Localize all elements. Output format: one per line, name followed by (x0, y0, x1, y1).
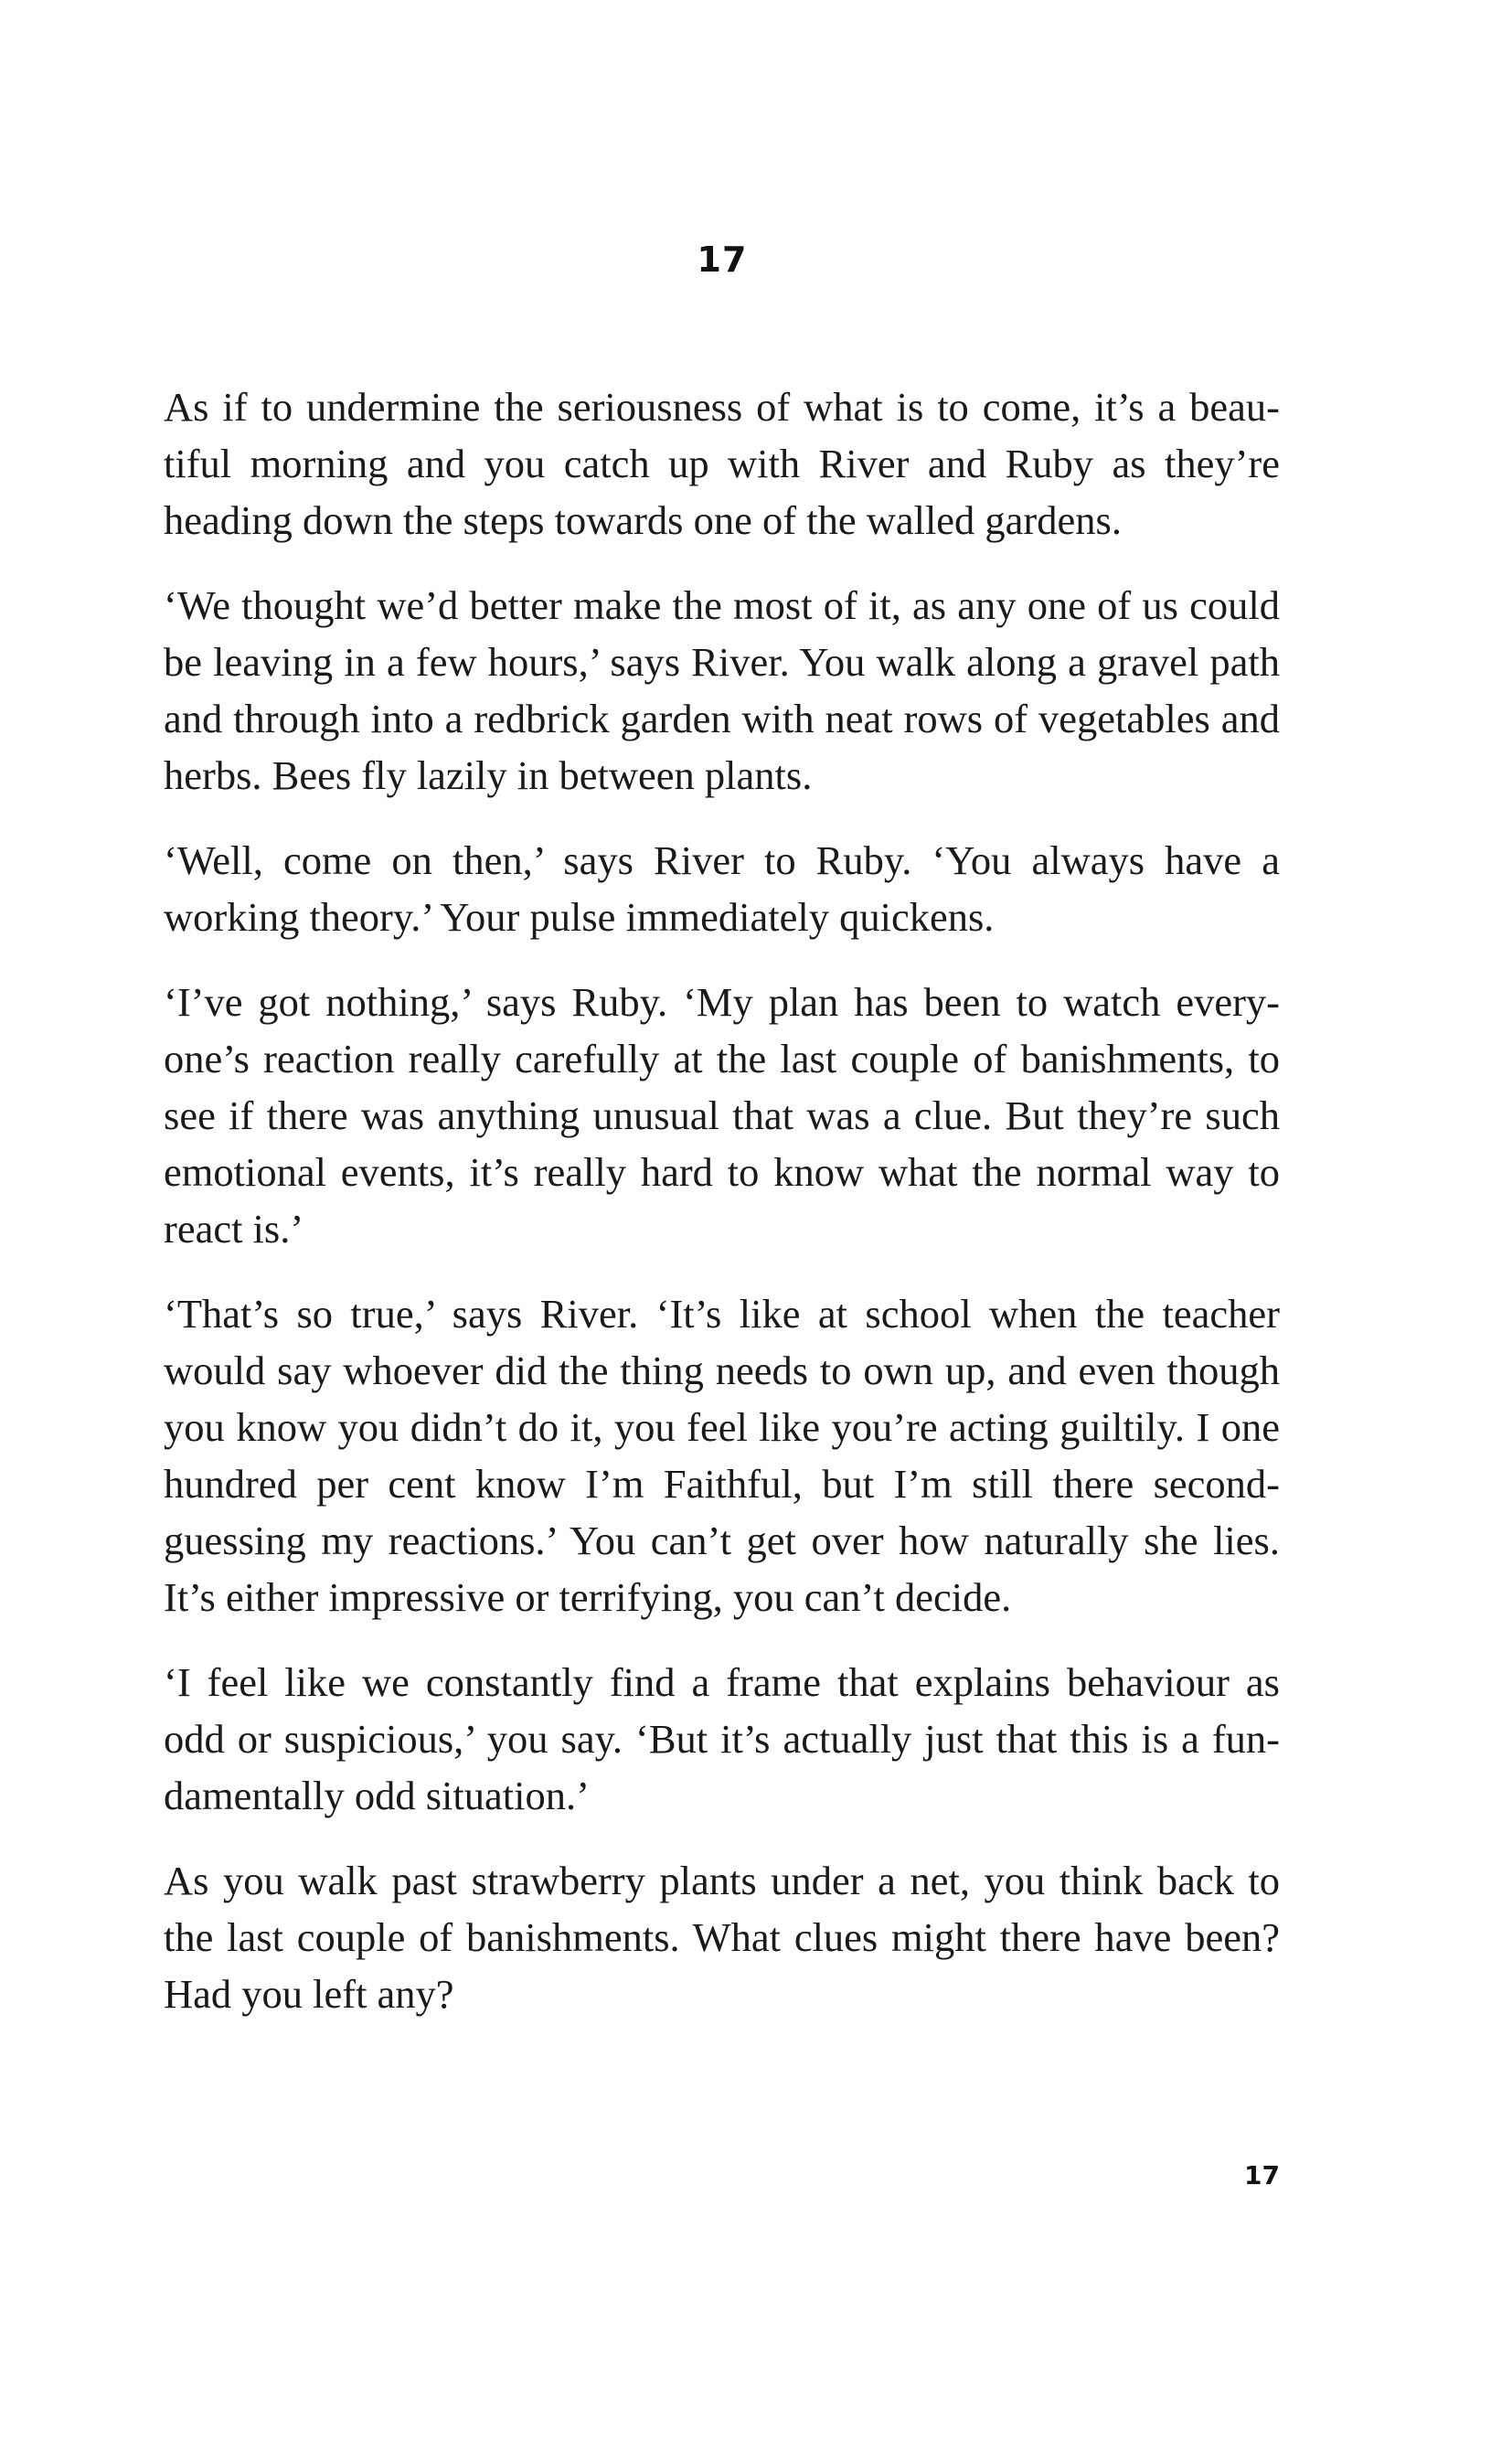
paragraph: ‘I’ve got nothing,’ says Ruby. ‘My plan has been to watch everyone’s reaction really carefully at the last couple of banishments, to see if there was anything unusual that was a clue. But they’re such emotional events, it’s really hard to know what the normal way to react is.’ (164, 979, 1280, 1252)
paragraph: As if to undermine the seriousness of what is to come, it’s a beautiful morning and you catch up with River and Ruby as they’re heading down the steps towards one of the walled gardens. (164, 384, 1280, 543)
paragraph: ‘I feel like we constantly find a frame that explains behaviour as odd or suspicious,’ you say. ‘But it’s actually just that this is a fundamentally odd situation.’ (164, 1659, 1280, 1818)
chapter-number: 17 (697, 240, 748, 280)
paragraph: ‘We thought we’d better make the most of it, as any one of us could be leaving in a few hours,’ says River. You walk along a gravel path and through into a redbrick garden with neat rows of vegetables and herbs. Bees fly lazily in between plants. (164, 582, 1280, 798)
paragraph: ‘That’s so true,’ says River. ‘It’s like at school when the teacher would say whoever did the thing needs to own up, and even though you know you didn’t do it, you feel like you’re acting guiltily. I one hundred per cent know I’m Faithful, but I’m still there second-guessing my reactions.’ You can’t get over how naturally she lies. It’s either impressive or terrifying, you can’t decide. (164, 1291, 1280, 1620)
page-number: 17 (1244, 2160, 1280, 2190)
paragraph: As you walk past strawberry plants under a net, you think back to the last couple of banishments. What clues might there have been? Had you left any? (164, 1858, 1280, 2017)
paragraph: ‘Well, come on then,’ says River to Ruby. ‘You always have a working theory.’ Your pulse immediately quickens. (164, 837, 1280, 940)
chapter-body (164, 378, 1280, 2051)
